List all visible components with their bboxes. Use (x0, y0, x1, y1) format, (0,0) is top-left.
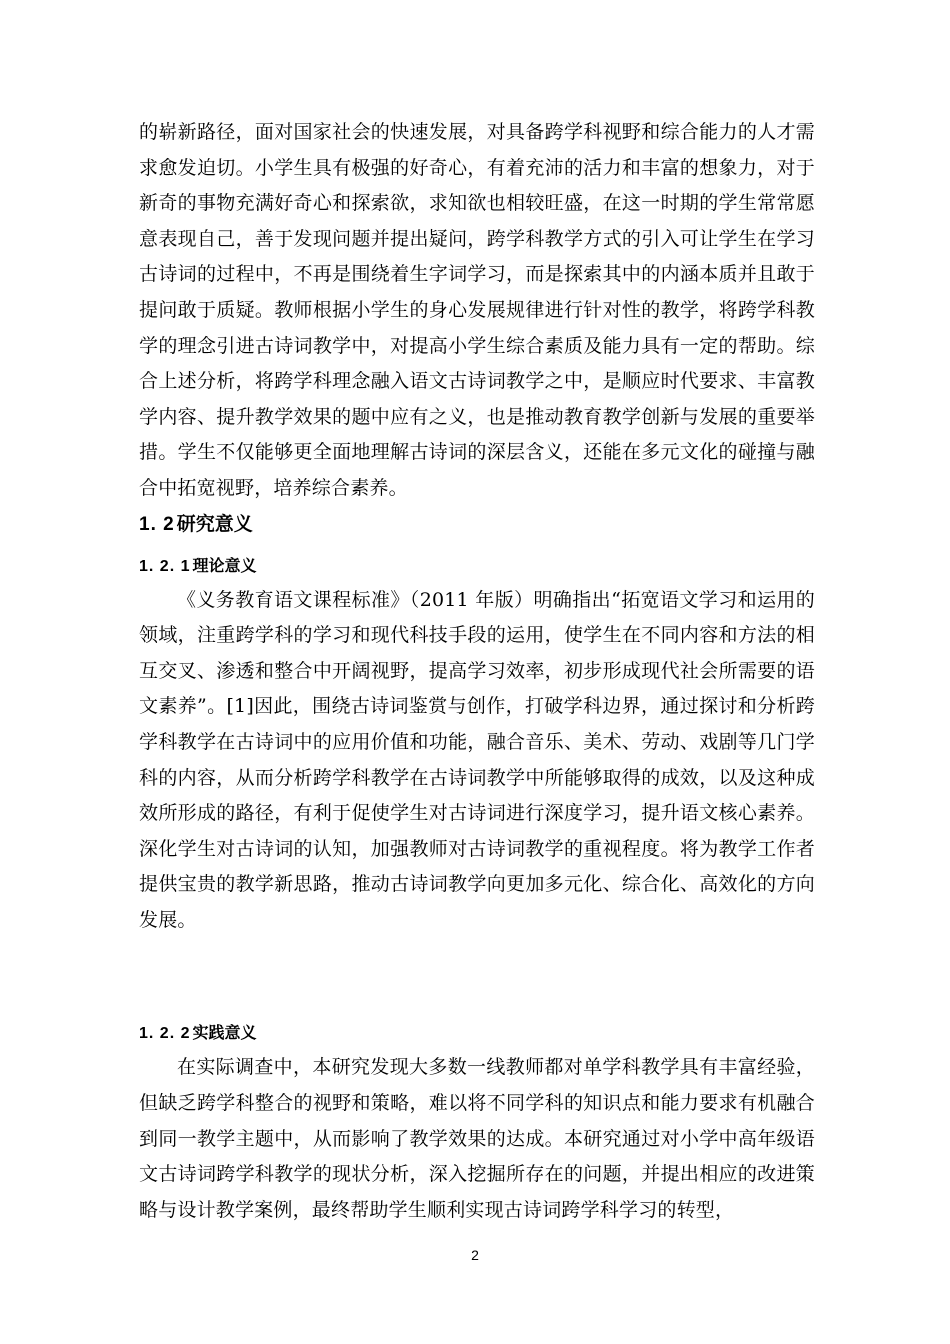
subsection-number: 1. 2. 1 (139, 557, 191, 575)
section-title: 研究意义 (176, 512, 253, 535)
page-number: 2 (471, 1247, 479, 1263)
section-number: 1. 2 (139, 513, 175, 535)
subsection-heading-1-2-1 (139, 549, 815, 583)
section-heading-1-2 (139, 507, 815, 541)
subsection-title: 实践意义 (192, 1023, 257, 1043)
subsection-number: 1. 2. 2 (139, 1025, 191, 1043)
theory-paragraph: 《义务教育语文课程标准》（2011 年版）明确指出“拓宽语文学习和运用的领域，注重跨学科的学习和现代科技手段的运用，使学生在不同内容和方法的相互交叉、渗透和整合中开阔视野，提高学习效率，初步形成现代社会所需要的语文素养”。[1]因此，围绕古诗词鉴赏与创作，打破学科边界，通过探讨和分析跨学科教学在古诗词中的应用价值和功能，融合音乐、美术、劳动、戏剧等几门学科的内容，从而分析跨学科教学在古诗词教学中所能够取得的成效，以及这种成效所形成的路径，有利于促使学生对古诗词进行深度学习，提升语文核心素养。深化学生对古诗词的认知，加强教师对古诗词教学的重视程度。将为教学工作者提供宝贵的教学新思路，推动古诗词教学向更加多元化、综合化、高效化的方向发展。 (139, 588, 815, 931)
page-content (139, 115, 815, 1228)
section-spacer (139, 938, 815, 1008)
subsection-title: 理论意义 (192, 555, 257, 575)
subsection-heading-1-2-2 (139, 1016, 815, 1050)
intro-paragraph: 的崭新路径，面对国家社会的快速发展，对具备跨学科视野和综合能力的人才需求愈发迫切。小学生具有极强的好奇心，有着充沛的活力和丰富的想象力，对于新奇的事物充满好奇心和探索欲，求知欲也相较旺盛，在这一时期的学生常常愿意表现自己，善于发现问题并提出疑问，跨学科教学方式的引入可让学生在学习古诗词的过程中，不再是围绕着生字词学习，而是探索其中的内涵本质并且敢于提问敢于质疑。教师根据小学生的身心发展规律进行针对性的教学，将跨学科教学的理念引进古诗词教学中，对提高小学生综合素质及能力具有一定的帮助。综合上述分析，将跨学科理念融入语文古诗词教学之中，是顺应时代要求、丰富教学内容、提升教学效果的题中应有之义，也是推动教育教学创新与发展的重要举措。学生不仅能够更全面地理解古诗词的深层含义，还能在多元文化的碰撞与融合中拓宽视野，培养综合素养。 (139, 121, 815, 499)
practice-paragraph: 在实际调查中，本研究发现大多数一线教师都对单学科教学具有丰富经验，但缺乏跨学科整合的视野和策略，难以将不同学科的知识点和能力要求有机融合到同一教学主题中，从而影响了教学效果的达成。本研究通过对小学中高年级语文古诗词跨学科教学的现状分析，深入挖掘所存在的问题，并提出相应的改进策略与设计教学案例，最终帮助学生顺利实现古诗词跨学科学习的转型， (139, 1056, 815, 1221)
